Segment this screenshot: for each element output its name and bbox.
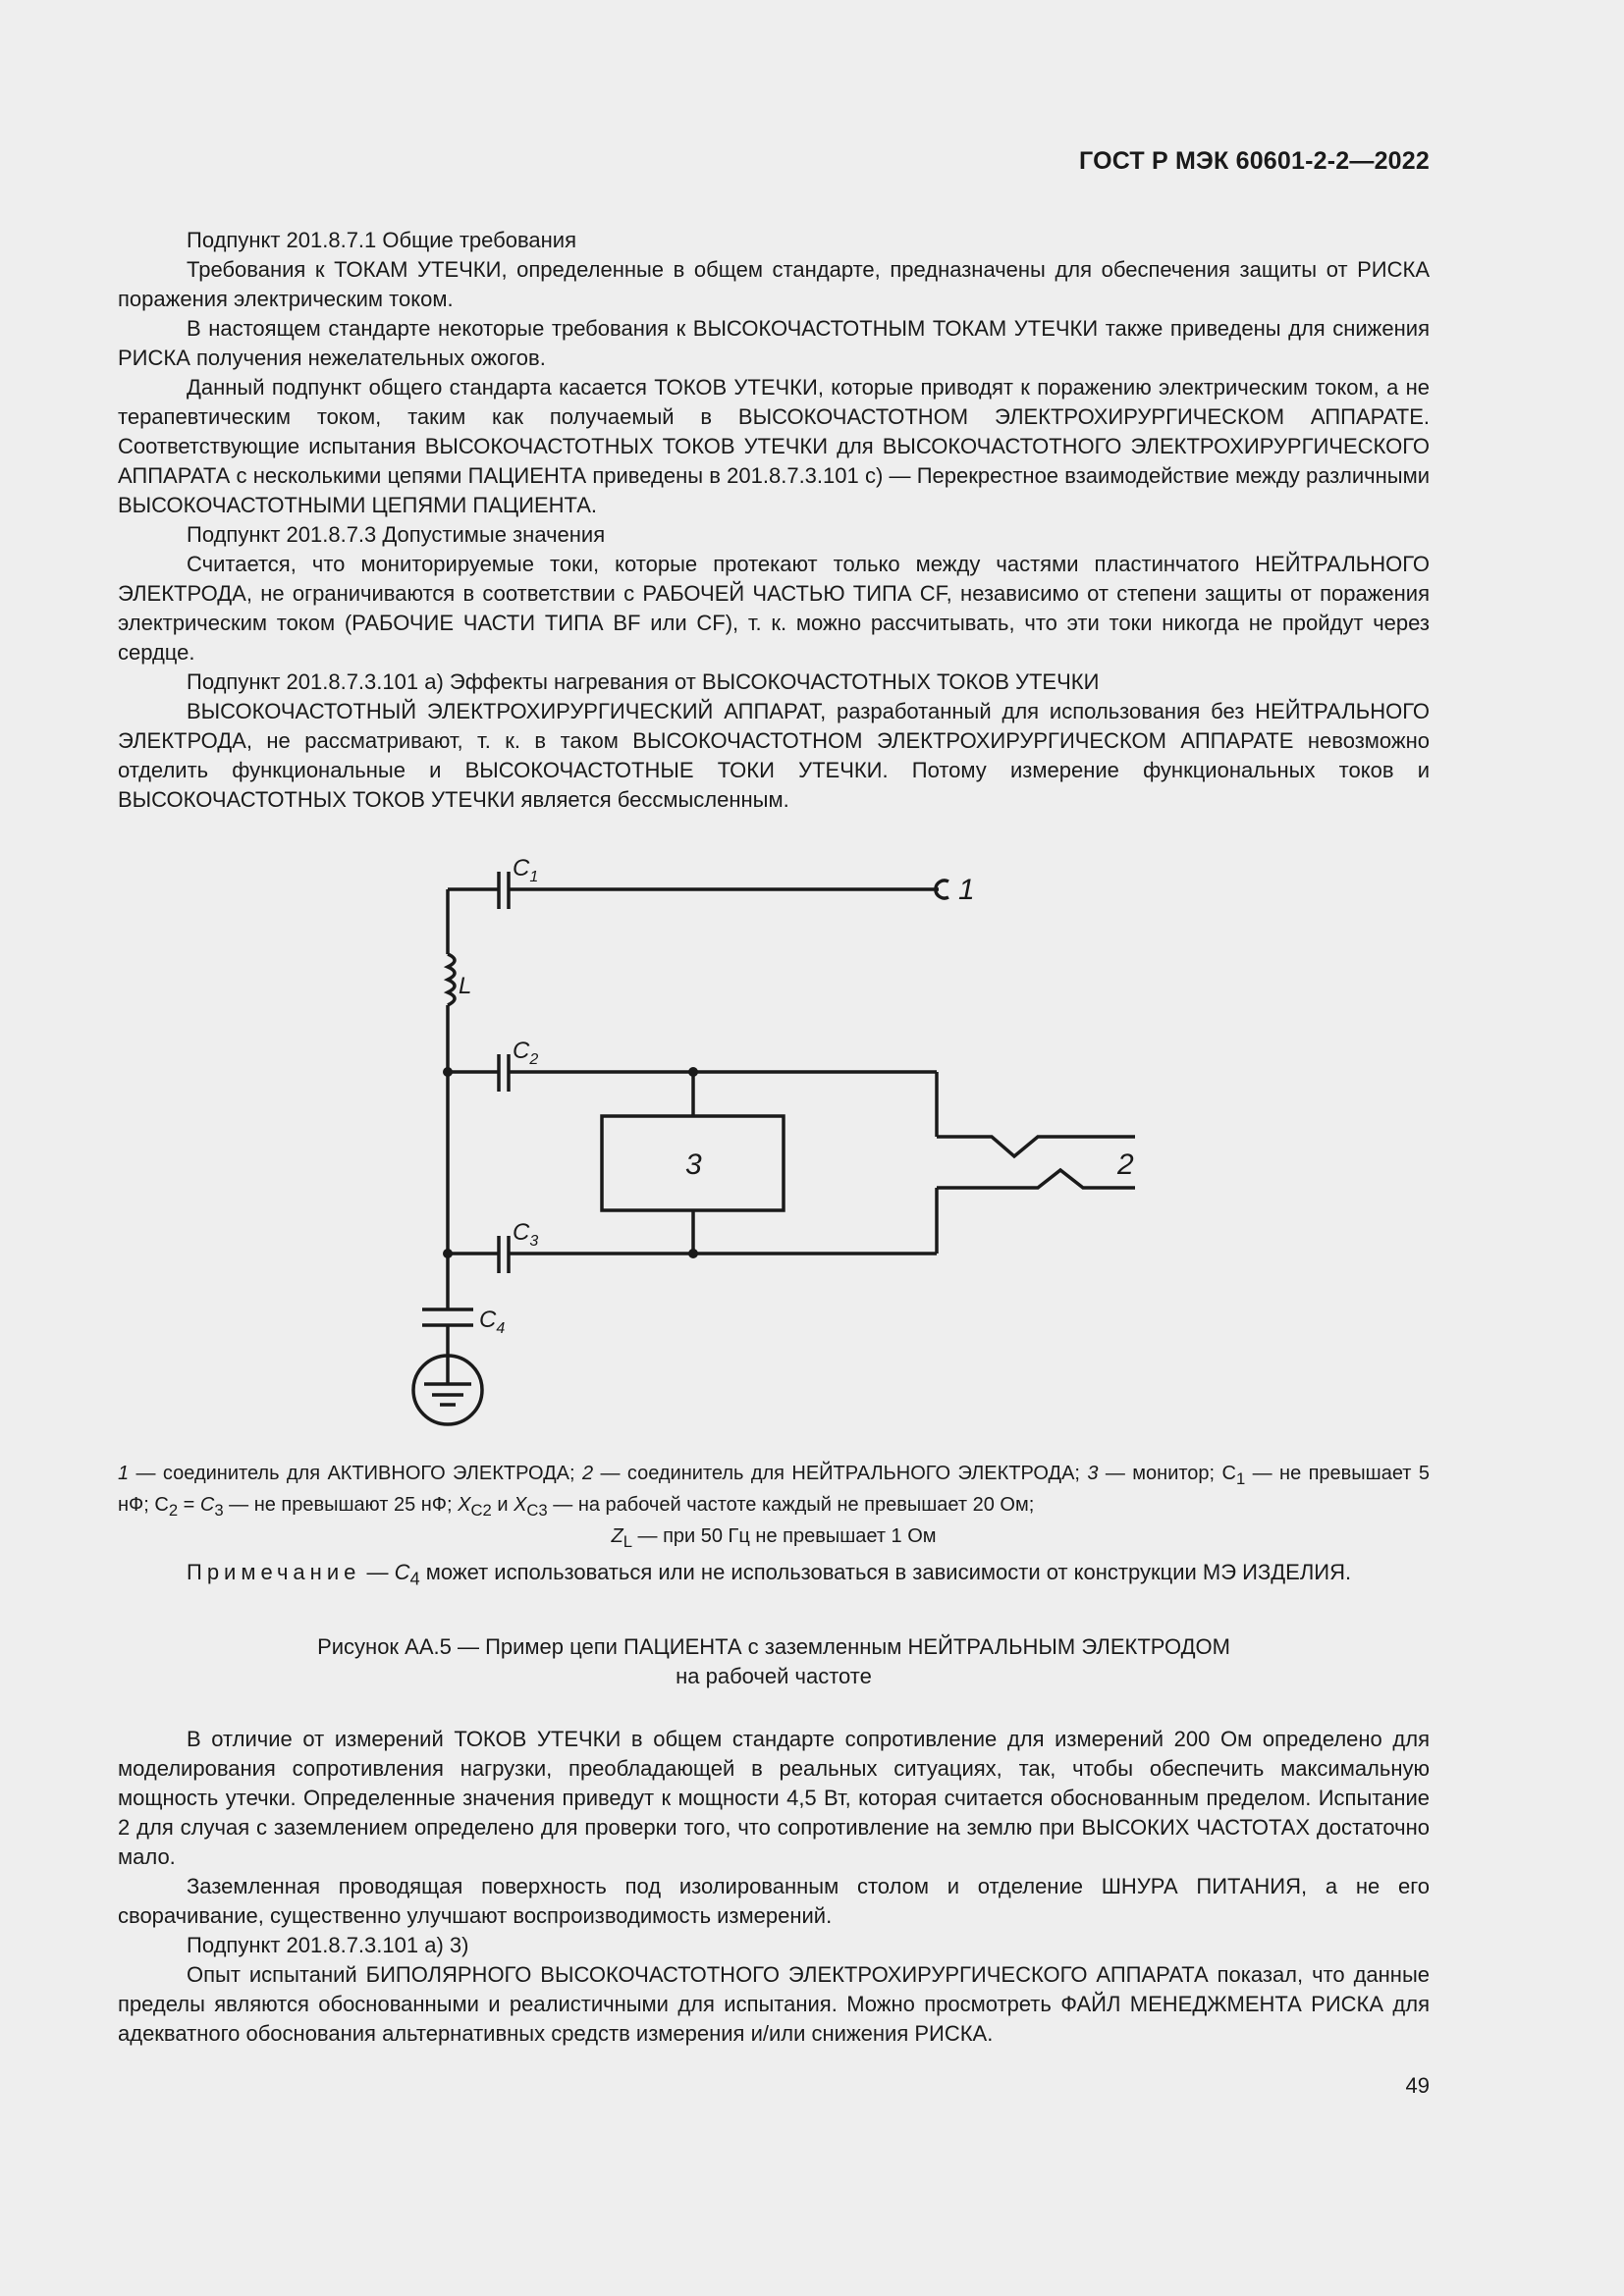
junction-dot	[688, 1249, 698, 1258]
figure-key	[118, 1461, 1430, 1555]
paragraph: Требования к ТОКАМ УТЕЧКИ, определенные в общем стандарте, предназначены для обеспечения защиты от РИСКА поражения электрическим током.	[118, 257, 1430, 311]
junction-dot	[443, 1067, 453, 1077]
document-header: ГОСТ Р МЭК 60601-2-2—2022	[1079, 147, 1430, 175]
paragraph: ВЫСОКОЧАСТОТНЫЙ ЭЛЕКТРОХИРУРГИЧЕСКИЙ АППАРАТ, разработанный для использования без НЕЙТРАЛЬНОГО ЭЛЕКТРОДА, не рассматривают, т. к. в таком ВЫСОКОЧАСТОТНОМ ЭЛЕКТРОХИРУРГИЧЕСКОМ АППАРАТЕ невозможно отделить функциональные и ВЫСОКОЧАСТОТНЫЕ ТОКИ УТЕЧКИ. Потому измерение функциональных токов и ВЫСОКОЧАСТОТНЫХ ТОКОВ УТЕЧКИ является бессмысленным.	[118, 699, 1430, 812]
key-text: — на рабочей частоте каждый не превышает 20 Ом;	[547, 1494, 1035, 1516]
key-subscript: 3	[214, 1501, 224, 1520]
paragraph: Подпункт 201.8.7.3.101 а) Эффекты нагревания от ВЫСОКОЧАСТОТНЫХ ТОКОВ УТЕЧКИ	[187, 669, 1100, 694]
note-label: Примечание	[187, 1560, 361, 1584]
key-number: 2	[581, 1463, 594, 1484]
key-number: 3	[1087, 1463, 1099, 1484]
paragraph: В настоящем стандарте некоторые требования к ВЫСОКОЧАСТОТНЫМ ТОКАМ УТЕЧКИ также приведены для снижения РИСКА получения нежелательных ожогов.	[118, 316, 1430, 370]
label-c4: $C_4$	[479, 1307, 506, 1337]
figure-note	[118, 1558, 1430, 1593]
note-subscript: 4	[409, 1568, 420, 1589]
note-dash: —	[360, 1560, 395, 1584]
inductor-l-icon	[448, 954, 455, 1005]
junction-dot	[688, 1067, 698, 1077]
figure-title-line: на рабочей частоте	[676, 1664, 872, 1688]
key-subscript: C2	[470, 1501, 492, 1520]
paragraph: Заземленная проводящая поверхность под изолированным столом и отделение ШНУРА ПИТАНИЯ, а не его сворачивание, существенно улучшают воспроизводимость измерений.	[118, 1874, 1430, 1928]
key-symbol: C	[199, 1494, 215, 1516]
figure-title	[118, 1632, 1430, 1691]
paragraph: Подпункт 201.8.7.3 Допустимые значения	[187, 522, 606, 547]
key-text: — не превышает 5 нФ; C	[118, 1463, 1430, 1516]
label-c2: $C_2$	[513, 1038, 539, 1068]
page-number: 49	[1405, 2073, 1430, 2098]
paragraph: Подпункт 201.8.7.1 Общие требования	[187, 228, 576, 252]
key-subscript: 2	[168, 1501, 179, 1520]
key-symbol: X	[514, 1494, 527, 1516]
label-monitor-3: 3	[685, 1148, 702, 1181]
paragraph: Данный подпункт общего стандарта касается ТОКОВ УТЕЧКИ, которые приводят к поражению электрическим током, а не терапевтическим током, таким как получаемый в ВЫСОКОЧАСТОТНОМ ЭЛЕКТРОХИРУРГИЧЕСКОМ АППАРАТЕ. Соответствующие испытания ВЫСОКОЧАСТОТНЫХ ТОКОВ УТЕЧКИ для ВЫСОКОЧАСТОТНОГО ЭЛЕКТРОХИРУРГИЧЕСКОГО АППАРАТА с несколькими цепями ПАЦИЕНТА приведены в 201.8.7.3.101 с) — Перекрестное взаимодействие между различными ВЫСОКОЧАСТОТНЫМИ ЦЕПЯМИ ПАЦИЕНТА.	[118, 375, 1430, 517]
key-text: и	[491, 1494, 514, 1516]
key-symbol: X	[458, 1494, 471, 1516]
paragraph: Подпункт 201.8.7.3.101 а) 3)	[187, 1933, 469, 1957]
label-c3: $C_3$	[513, 1219, 539, 1250]
figure-key-line	[118, 1523, 1430, 1555]
paragraph: Считается, что мониторируемые токи, которые протекают только между частями пластинчатого НЕЙТРАЛЬНОГО ЭЛЕКТРОДА, не ограничиваются в соответствии с РАБОЧЕЙ ЧАСТЬЮ ТИПА CF, независимо от степени защиты от поражения электрическим током (РАБОЧИЕ ЧАСТИ ТИПА BF или CF), т. к. можно рассчитывать, что эти токи никогда не пройдут через сердце.	[118, 552, 1430, 665]
key-symbol: C	[1221, 1463, 1236, 1484]
key-subscript: C3	[526, 1501, 548, 1520]
junction-dot	[443, 1249, 453, 1258]
key-text: — монитор;	[1098, 1463, 1216, 1484]
body-text-bottom	[118, 1725, 1430, 2049]
key-text: — при 50 Гц не превышает 1 Ом	[631, 1525, 937, 1547]
key-subscript: L	[623, 1532, 632, 1551]
label-c1: $C_1$	[513, 855, 539, 885]
label-connector-2: 2	[1117, 1148, 1134, 1181]
label-connector-1: 1	[958, 874, 975, 906]
key-symbol: Z	[611, 1525, 623, 1547]
note-symbol: C	[394, 1560, 410, 1584]
connector-2-lower-lead	[937, 1170, 1135, 1188]
key-number: 1	[118, 1463, 130, 1484]
key-text: — соединитель для НЕЙТРАЛЬНОГО ЭЛЕКТРОДА;	[593, 1463, 1088, 1484]
figure-key-line	[118, 1461, 1430, 1523]
key-text: — соединитель для АКТИВНОГО ЭЛЕКТРОДА;	[129, 1463, 582, 1484]
paragraph: В отличие от измерений ТОКОВ УТЕЧКИ в общем стандарте сопротивление для измерений 200 Ом определено для моделирования сопротивления нагрузки, преобладающей в реальных ситуациях, так, чтобы обеспечить максимальную мощность утечки. Определенные значения приведут к мощности 4,5 Вт, которая считается обоснованным пределом. Испытание 2 для случая с заземлением определено для проверки того, что сопротивление на землю при ВЫСОКИХ ЧАСТОТАХ достаточно мало.	[118, 1727, 1430, 1869]
note-text: может использоваться или не использоваться в зависимости от конструкции МЭ ИЗДЕЛИЯ.	[419, 1560, 1352, 1584]
key-text: =	[178, 1494, 200, 1516]
paragraph: Опыт испытаний БИПОЛЯРНОГО ВЫСОКОЧАСТОТНОГО ЭЛЕКТРОХИРУРГИЧЕСКОГО АППАРАТА показал, что данные пределы являются обоснованными и реалистичными для испытания. Можно просмотреть ФАЙЛ МЕНЕДЖМЕНТА РИСКА для адекватного обоснования альтернативных средств измерения и/или снижения РИСКА.	[118, 1962, 1430, 2046]
connector-2-upper-lead	[937, 1137, 1135, 1156]
key-subscript: 1	[1235, 1469, 1246, 1488]
figure-title-line: Рисунок АА.5 — Пример цепи ПАЦИЕНТА с заземленным НЕЙТРАЛЬНЫМ ЭЛЕКТРОДОМ	[317, 1634, 1230, 1659]
label-l: L	[459, 973, 472, 999]
key-text: — не превышают 25 нФ;	[223, 1494, 459, 1516]
